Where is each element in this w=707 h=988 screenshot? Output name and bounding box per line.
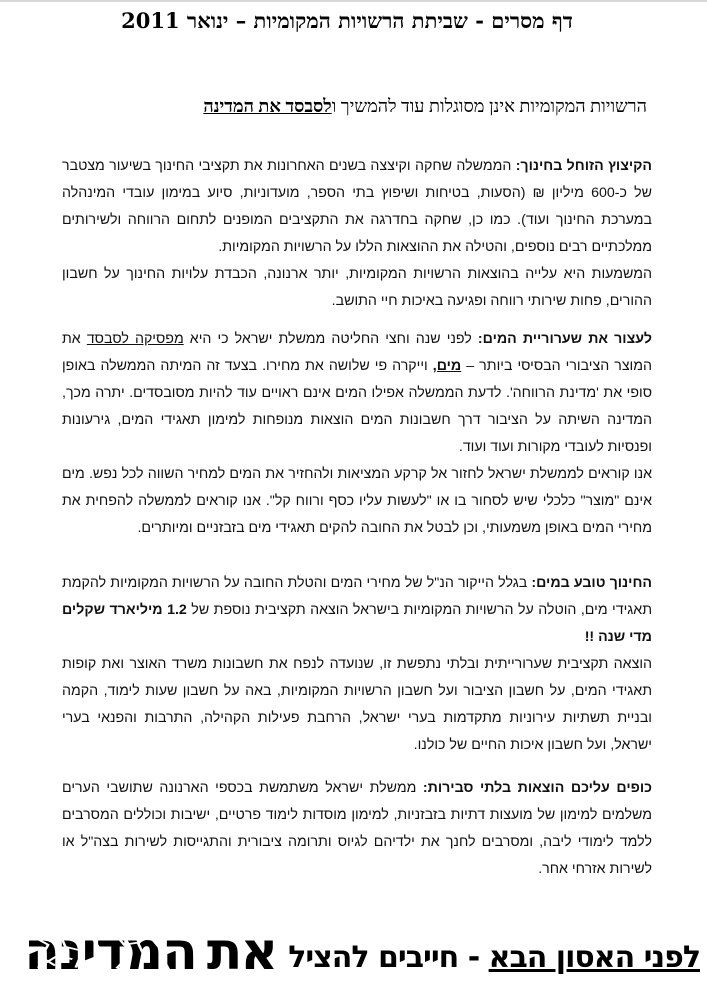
section-paragraph bbox=[62, 326, 652, 461]
page-title: דף מסרים - שביתת הרשויות המקומיות – ינואר 2011 bbox=[121, 8, 573, 33]
section-lead: לעצור את שערוריית המים: bbox=[477, 331, 652, 347]
headline bbox=[203, 96, 647, 117]
footer-big-word: את bbox=[206, 922, 277, 982]
section-education-drowning bbox=[62, 570, 652, 759]
footer-slogan-banner bbox=[8, 918, 700, 982]
footer-slogan-rest: - חייבים להציל bbox=[288, 940, 489, 975]
section-paragraph: הוצאה תקציבית שערורייתית ובלתי נתפשת זו, שנועדה לנפח את חשבונות משרד האוצר ואת קופות תאגידי המים, על חשבון הציבור ועל חשבון הרשויות המקומיות, באה על חשבון שעות לימוד, הקמה ובניית תשתיות עירוניות מתקדמות בערי ישראל, הרחבת פעילות הקהילה, התרבות והפנאי בערי ישראל, ועל חשבון איכות החיים של כולנו. bbox=[62, 656, 652, 753]
footer-slogan-underlined: לפני האסון הבא bbox=[488, 940, 700, 975]
section-text: וייקרה פי שלושה את מחירו. בצעד זה המיתה הממשלה באופן סופי את 'מדינת הרווחה'. לדעת הממשלה אפילו המים אינם ראויים עוד להיות מסובסדים. יתרה מכך, המדינה השיתה על הציבור דרך חשבונות המים הוצאות מנופחות למימון תאגידי המים, גירעונות ופנסיות לעובדי מקורות ועוד ועוד. bbox=[62, 358, 652, 455]
section-text: ממשלת ישראל משתמשת בכספי הארנונה שתושבי הערים משלמים למימון של מועצות דתיות בזבזניות, למימון מוסדות לימוד פרטיים, ישיבות וכוללים המסרבים ללמד לימודי ליבה, ומסרבים לחנך את ילדיהם לגיוס ותרומה ציבורית והתגייסות לשירות בצה"ל או לשירות אזרחי אחר. bbox=[62, 780, 652, 877]
section-lead: הקיצוץ הזוחל בחינוך: bbox=[515, 158, 652, 174]
section-unreasonable-expenses bbox=[62, 775, 652, 883]
section-education-cuts bbox=[62, 153, 652, 315]
section-water-scandal bbox=[62, 326, 652, 542]
cracked-word-text: המדינה bbox=[24, 922, 197, 982]
underlined-phrase: מפסיקה לסבסד bbox=[86, 331, 184, 347]
section-paragraph: המשמעות היא עלייה בהוצאות הרשויות המקומיות, יותר ארנונה, הכבדת עלויות החינוך על חשבון ההורים, פחות שירותי רווחה ופגיעה באיכות חיי התושב. bbox=[62, 266, 652, 309]
headline-emphasis: לסבסד את המדינה bbox=[203, 96, 332, 116]
footer-cracked-word bbox=[24, 922, 197, 982]
section-paragraph bbox=[62, 775, 652, 883]
section-text: הממשלה שחקה וקיצצה בשנים האחרונות את תקציבי החינוך בשיעור מצטבר של כ-600 מיליון ₪ (הסעות, בטיחות ושיפוץ בתי הספר, מועדוניות, סיוע במימון עובדי המינהלה במערכת החינוך ועוד). כמו כן, שחקה בחדרגה את התקציבים המופנים לתחום הרווחה ולשירותים ממלכתיים רבים נוספים, והטילה את ההוצאות הללו על הרשויות המקומיות. bbox=[62, 158, 652, 255]
section-paragraph bbox=[62, 570, 652, 651]
crack-lines-icon bbox=[24, 926, 197, 978]
section-text: את המוצר הציבורי הבסיסי ביותר – bbox=[62, 331, 652, 374]
section-call-to-action: אנו קוראים לממשלת ישראל לחזור אל קרקע המציאות ולהחזיר את המים למחיר השווה לכל נפש. מים אינם "מוצר" כלכלי שיש לסחור בו או "לעשות עליו כסף ורווח קל". אנו קוראים לממשלה להפחית את מחירי המים באופן משמעותי, וכן לבטל את החובה להקים תאגידי מים בזבזניים ומיותרים. bbox=[62, 466, 652, 536]
section-text: לפני שנה וחצי החליטה ממשלת ישראל כי היא bbox=[189, 331, 472, 347]
section-paragraph bbox=[62, 153, 652, 261]
headline-text: הרשויות המקומיות אינן מסוגלות עוד להמשיך ו bbox=[331, 96, 647, 116]
section-lead: החינוך טובע במים: bbox=[531, 575, 652, 591]
water-word: מים, bbox=[432, 358, 462, 374]
section-text: בגלל הייקור הנ"ל של מחירי המים והטלת החובה על הרשויות המקומיות להקמת תאגידי מים, הוטלה על הרשויות המקומיות בישראל הוצאה תקציבית נוספת של bbox=[62, 575, 652, 618]
section-lead: כופים עליכם הוצאות בלתי סבירות: bbox=[422, 780, 652, 796]
amount-highlight: 1.2 מיליארד שקלים מדי שנה !! bbox=[62, 602, 652, 645]
footer-slogan bbox=[288, 938, 700, 978]
